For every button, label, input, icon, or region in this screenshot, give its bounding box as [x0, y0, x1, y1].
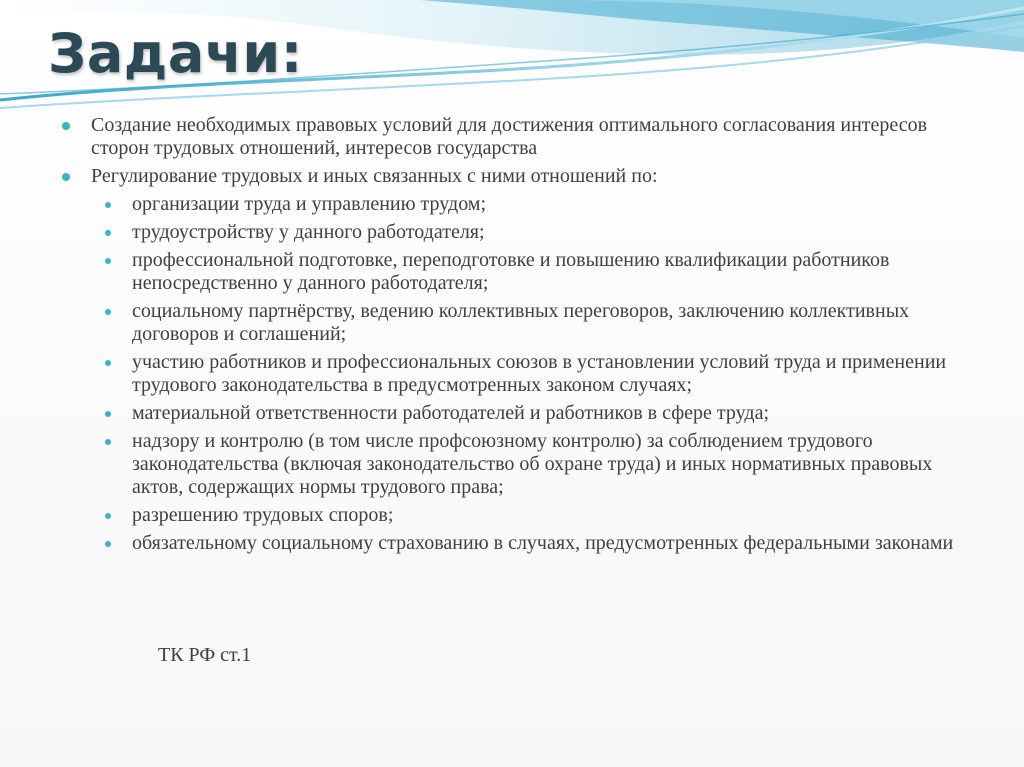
source-reference: ТК РФ ст.1 [158, 644, 252, 666]
bullet-icon [62, 173, 70, 181]
list-item-text: Регулирование трудовых и иных связанных с ними отношений по: [91, 165, 658, 187]
bullet-icon [105, 411, 111, 417]
bullet-icon [105, 309, 111, 315]
slide-title: Задачи: [48, 22, 303, 85]
bullet-icon [105, 230, 111, 236]
sublist-item-text: организации труда и управлению трудом; [132, 193, 487, 215]
bullet-icon [105, 541, 111, 547]
list-item-text: Создание необходимых правовых условий для достижения оптимального согласования интересов сторон трудовых отношений, интересов государства [91, 114, 928, 159]
sublist-item-text: профессиональной подготовке, переподготовке и повышению квалификации работников непосредственно у данного работодателя; [132, 249, 890, 294]
sublist-item [62, 532, 962, 555]
bullet-icon [105, 360, 111, 366]
bullet-icon [105, 202, 111, 208]
list-item [62, 114, 962, 160]
bullet-icon [105, 258, 111, 264]
sublist-item [62, 221, 962, 244]
sublist-item-text: надзору и контролю (в том числе профсоюзному контролю) за соблюдением трудового законодательства (включая законодательство об охране труда) и иных нормативных правовых актов, содержащих нормы трудового права; [132, 430, 933, 498]
sublist-item-text: разрешению трудовых споров; [132, 504, 394, 526]
bullet-icon [105, 439, 111, 445]
list-item [62, 165, 962, 188]
content-list [62, 114, 962, 560]
sublist-item-text: материальной ответственности работодателей и работников в сфере труда; [132, 402, 770, 424]
sublist-item-text: участию работников и профессиональных союзов в установлении условий труда и применении трудового законодательства в предусмотренных законом случаях; [132, 351, 947, 396]
sublist-item [62, 249, 962, 295]
sublist-item-text: социальному партнёрству, ведению коллективных переговоров, заключению коллективных договоров и соглашений; [132, 300, 910, 345]
sublist-item-text: трудоустройству у данного работодателя; [132, 221, 485, 243]
sublist-item [62, 300, 962, 346]
bullet-icon [62, 122, 70, 130]
sublist-item [62, 351, 962, 397]
sublist-item [62, 430, 962, 499]
sublist-item [62, 193, 962, 216]
bullet-icon [105, 513, 111, 519]
sublist-item-text: обязательному социальному страхованию в случаях, предусмотренных федеральными законами [132, 532, 954, 554]
sublist-item [62, 504, 962, 527]
sublist-item [62, 402, 962, 425]
